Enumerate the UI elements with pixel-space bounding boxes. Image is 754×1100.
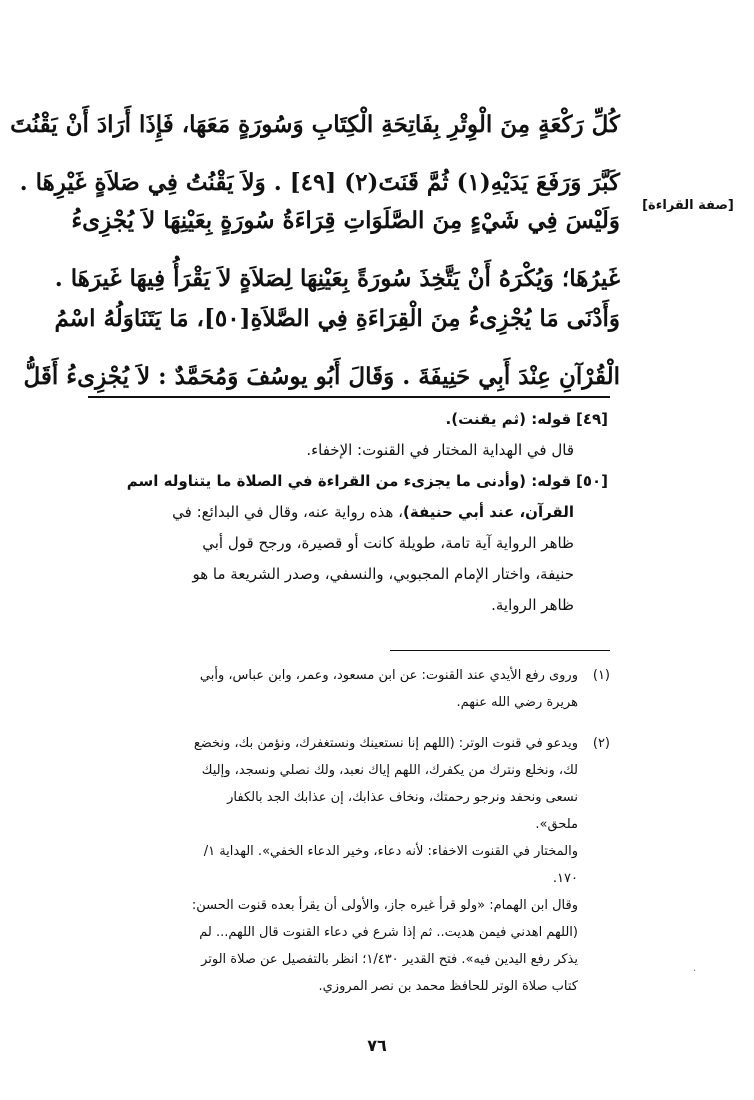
main-line: وَلَيْسَ فِي شَيْءٍ مِنَ الصَّلَوَاتِ قِرَاءَةُ سُورَةٍ بِعَيْنِهَا لاَ يُجْزِىءُ bbox=[71, 207, 620, 234]
scan-speck: · bbox=[693, 966, 697, 977]
commentary-heading: قوله: (وأدنى ما يجزىء من القراءة في الصلاة ما يتناوله اسم bbox=[126, 472, 572, 490]
commentary-line: قال في الهداية المختار في القنوت: الإخفاء. bbox=[306, 441, 574, 459]
main-text bbox=[23, 290, 620, 406]
footnote-text: وروى رفع الأيدي عند القنوت: عن ابن مسعود، وعمر، وابن عباس، وأبي bbox=[199, 668, 578, 683]
commentary-number: [٤٩] bbox=[575, 410, 608, 428]
main-line: غَيرُهَا؛ وَيُكْرَهُ أَنْ يَتَّخِذَ سُورَةً بِعَيْنِهَا لِصَلاَةٍ لاَ يَقْرَأُ فِيهَا غَيرَهَا . bbox=[54, 265, 620, 292]
commentary-number: [٥٠] bbox=[575, 472, 608, 490]
commentary-heading: قوله: (ثم يقنت). bbox=[445, 410, 572, 428]
footnote-line: لك، ونخلع ونترك من يكفرك، اللهم إياك نعبد، ولك نصلي ونسجد، وإليك bbox=[201, 763, 578, 778]
commentary-line bbox=[88, 404, 608, 435]
footnote-line: (اللهم اهدني فيمن هديت.. ثم إذا شرع في دعاء القنوت قال اللهم... لم bbox=[199, 925, 578, 940]
commentary-heading: القرآن، عند أبي حنيفة) bbox=[403, 503, 574, 521]
commentary-line bbox=[88, 497, 608, 528]
footnote-line: يذكر رفع اليدين فيه». فتح القدير ١/٤٣٠؛ انظر بالتفصيل عن صلاة الوتر bbox=[201, 952, 578, 967]
margin-section-label: [صفة القراءة] bbox=[642, 198, 734, 213]
footnote-line: ملحق». bbox=[535, 817, 578, 832]
footnote-line: كتاب صلاة الوتر للحافظ محمد بن نصر المروزي. bbox=[318, 979, 578, 994]
footnote-divider bbox=[390, 650, 610, 651]
divider bbox=[88, 396, 610, 398]
footnotes bbox=[88, 730, 610, 1000]
footnote-marker: (١) bbox=[592, 668, 610, 683]
main-line: كَبَّرَ وَرَفَعَ يَدَيْهِ(١) ثُمَّ قَنَتَ(٢) [٤٩] . وَلاَ يَقْنُتُ فِي صَلاَةٍ غَيْرِهَا . bbox=[19, 169, 620, 196]
commentary bbox=[88, 404, 608, 621]
footnotes bbox=[88, 662, 610, 716]
main-line: كُلِّ رَكْعَةٍ مِنَ الْوِتْرِ بِفَاتِحَةِ الْكِتَابِ وَسُورَةٍ مَعَهَا، فَإِذَا أَرَادَ أَنْ يَقْنُتَ bbox=[10, 111, 620, 138]
commentary-text: ، هذه رواية عنه، وقال في البدائع: في bbox=[172, 503, 403, 521]
footnote-line: ١٧٠. bbox=[552, 871, 578, 886]
footnote-line: وقال ابن الهمام: «ولو قرأ غيره جاز، والأولى أن يقرأ بعده قنوت الحسن: bbox=[191, 898, 578, 913]
footnote-line: هريرة رضي الله عنهم. bbox=[456, 695, 578, 710]
main-line: الْقُرْآنِ عِنْدَ أَبِي حَنِيفَةَ . وَقَالَ أَبُو يوسُفَ وَمُحَمَّدٌ : لاَ يُجْزِىءُ أَقَلُّ bbox=[23, 363, 620, 390]
main-line: وَأَدْنَى مَا يُجْزِىءُ مِنَ الْقِرَاءَةِ فِي الصَّلاَةِ[٥٠]، مَا يَتَنَاوَلُهُ اسْمُ bbox=[54, 305, 620, 332]
commentary-line: ظاهر الرواية آية تامة، طويلة كانت أو قصيرة، ورجح قول أبي bbox=[202, 534, 574, 552]
commentary-line bbox=[88, 466, 608, 497]
footnote-text: ويدعو في قنوت الوتر: (اللهم إنا نستعينك ونستغفرك، ونؤمن بك، ونخضع bbox=[193, 736, 578, 751]
footnote-line bbox=[88, 662, 610, 689]
footnote-line: نسعى ونحفد ونرجو رحمتك، ونخاف عذابك، إن عذابك الجد بالكفار bbox=[227, 790, 578, 805]
footnote-line: والمختار في القنوت الاخفاء: لأنه دعاء، وخير الدعاء الخفي». الهداية ١/ bbox=[203, 844, 578, 859]
footnote-marker: (٢) bbox=[592, 736, 610, 751]
commentary-line: حنيفة، واختار الإمام المجبوبي، والنسفي، وصدر الشريعة ما هو bbox=[192, 565, 574, 583]
page-number: ٧٦ bbox=[367, 1036, 387, 1055]
footnote-line bbox=[88, 730, 610, 757]
commentary-line: ظاهر الرواية. bbox=[491, 596, 574, 614]
